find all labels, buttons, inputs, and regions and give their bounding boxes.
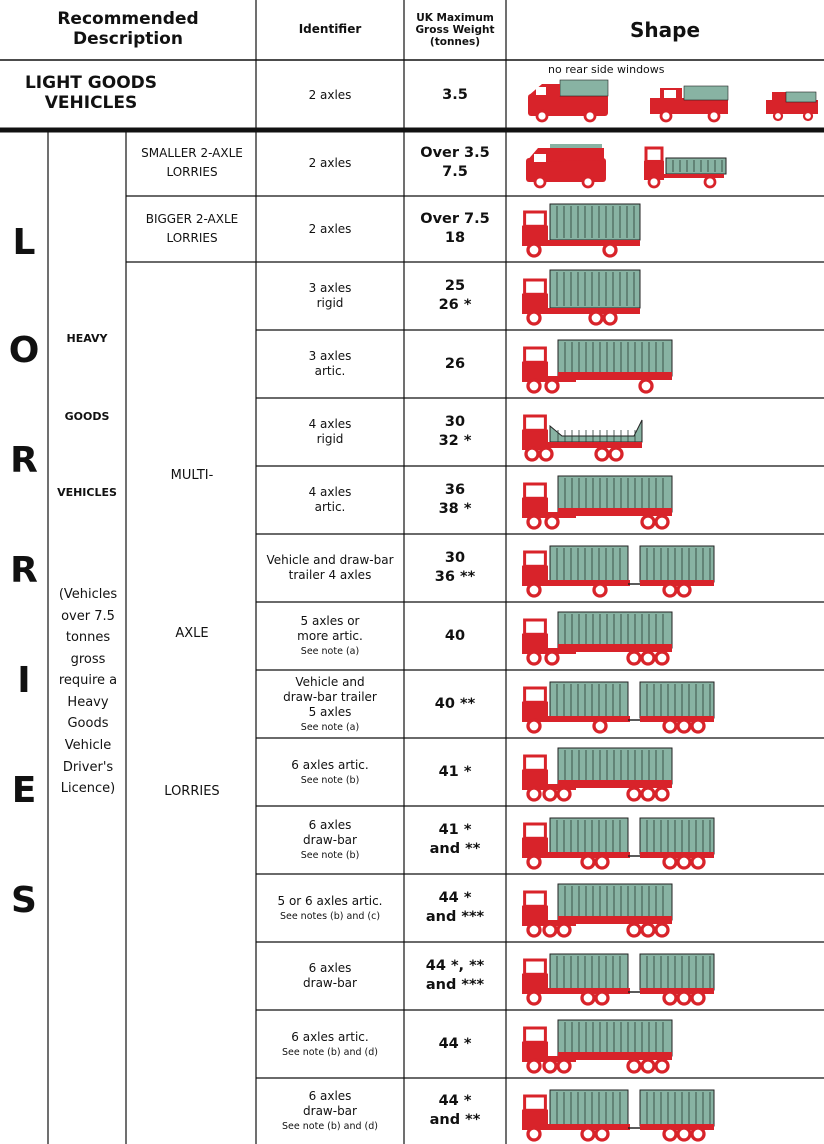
line-text: rigid	[316, 432, 344, 446]
line-text: Vehicle and	[295, 674, 365, 689]
line-text: 25	[444, 278, 466, 295]
line-text: 36	[444, 482, 466, 499]
line-text: Over 3.5	[420, 145, 490, 162]
identifier-cell	[256, 398, 404, 466]
lorries-letter: O	[8, 330, 40, 371]
hgv-note: (Vehicles over 7.5 tonnes gross require a Heavy Goods Vehicle Driver's Licence)	[58, 587, 118, 797]
header-description: Recommended Description	[57, 9, 199, 49]
weight-cell	[404, 1078, 506, 1144]
identifier-cell: 2 axles	[308, 155, 352, 170]
line-text: artic.	[314, 364, 346, 378]
weight-cell	[404, 670, 506, 738]
light-goods-identifier: 2 axles	[308, 87, 352, 102]
weight-cell	[404, 806, 506, 874]
weight-cell	[404, 602, 506, 670]
weight-cell	[404, 1010, 506, 1078]
line-text: 6 axles	[308, 961, 352, 975]
weight-cell	[404, 398, 506, 466]
header-shape: Shape	[629, 17, 701, 42]
light-goods-title: LIGHT GOODS VEHICLES	[24, 73, 158, 113]
weight-cell	[404, 738, 506, 806]
vehicle-shape	[518, 606, 824, 668]
line-text: 30	[444, 414, 466, 431]
lorries-letter: I	[17, 660, 31, 701]
note-text: See note (a)	[300, 721, 360, 733]
note-text: See notes (b) and (c)	[279, 910, 381, 922]
smaller-2axle-shapes	[524, 140, 824, 190]
weight-cell	[404, 130, 506, 196]
line-text: draw-bar	[303, 976, 357, 990]
vehicle-shape	[518, 674, 824, 736]
line-text: Vehicle and draw-bar	[266, 553, 394, 567]
line-text: 41 *	[438, 822, 472, 839]
line-text: 6 axles artic.	[291, 1029, 369, 1044]
vehicle-shape	[518, 266, 824, 328]
note-text: See note (a)	[300, 646, 360, 658]
line-text: 6 axles artic.	[291, 757, 369, 772]
light-goods-shapes	[524, 74, 824, 124]
line-text: 44 *	[438, 1035, 472, 1052]
line-text: 44 *, **	[425, 958, 485, 975]
vehicle-shape	[518, 946, 824, 1008]
line-text: and ***	[425, 909, 485, 925]
line-text: 7.5	[442, 164, 468, 180]
vehicle-shape	[518, 538, 824, 600]
vehicle-shape	[518, 1082, 824, 1144]
identifier-cell: 2 axles	[308, 221, 352, 236]
line-text: 44 *	[438, 1093, 472, 1110]
category-label	[128, 130, 256, 196]
hgv-word: GOODS	[64, 410, 110, 423]
line-text: draw-bar	[303, 833, 357, 848]
vehicle-shape	[518, 810, 824, 872]
line-text: more artic.	[297, 629, 363, 644]
note-text: See note (b)	[300, 774, 360, 786]
line-text: 3 axles	[308, 349, 352, 363]
weight-cell	[404, 196, 506, 262]
line-text: 4 axles	[308, 485, 352, 499]
line-text: 40	[444, 627, 466, 644]
identifier-cell	[256, 466, 404, 534]
line-text: 38 *	[438, 501, 472, 517]
lorries-letter: L	[12, 222, 36, 263]
line-text: 6 axles	[308, 818, 352, 833]
line-text: 4 axles	[308, 417, 352, 431]
bigger-2axle-shape	[518, 198, 824, 260]
multi-word: MULTI-	[170, 468, 214, 483]
identifier-cell	[256, 262, 404, 330]
lorries-letter: R	[10, 440, 38, 481]
line-text: 5 axles	[308, 704, 352, 719]
multi-word: LORRIES	[164, 784, 220, 799]
line-text: rigid	[316, 296, 344, 310]
vehicle-shape	[518, 470, 824, 532]
multi-word: AXLE	[175, 626, 209, 641]
weight-cell	[404, 942, 506, 1010]
light-goods-weight: 3.5	[442, 86, 468, 103]
line-text: and **	[429, 1112, 481, 1128]
line-text: 26	[444, 355, 466, 372]
identifier-cell	[256, 602, 404, 670]
line-text: 32 *	[438, 433, 472, 449]
line-text: 18	[444, 230, 466, 246]
lorries-letter: S	[11, 880, 37, 921]
line-text: artic.	[314, 500, 346, 514]
header-weight: UK Maximum Gross Weight (tonnes)	[415, 11, 495, 49]
line-text: Over 7.5	[420, 211, 490, 228]
vehicle-shape	[518, 742, 824, 804]
shape-note: no rear side windows	[548, 63, 665, 76]
header-identifier: Identifier	[298, 22, 362, 37]
identifier-cell	[256, 670, 404, 738]
weight-cell	[404, 534, 506, 602]
vehicle-shape	[518, 1014, 824, 1076]
note-text: See note (b)	[300, 850, 360, 862]
note-text: See note (b) and (d)	[282, 1121, 378, 1133]
line-text: 41 *	[438, 763, 472, 780]
vehicle-shape	[518, 402, 824, 464]
lorries-letter: R	[10, 550, 38, 591]
line-text: 6 axles	[308, 1089, 352, 1104]
weight-cell	[404, 262, 506, 330]
line-text: 44 *	[438, 890, 472, 907]
line-text: 5 axles or	[300, 614, 360, 629]
line-text: and **	[429, 841, 481, 857]
identifier-cell	[256, 942, 404, 1010]
note-text: See note (b) and (d)	[282, 1046, 378, 1058]
vehicle-shape	[518, 878, 824, 940]
line-text: and ***	[425, 977, 485, 993]
category-label	[128, 196, 256, 262]
line-text: 30	[444, 550, 466, 567]
weight-cell	[404, 466, 506, 534]
line-text: 3 axles	[308, 281, 352, 295]
weight-cell	[404, 330, 506, 398]
line-text: 40 **	[434, 695, 476, 712]
identifier-cell	[256, 806, 404, 874]
category-text: SMALLER 2-AXLE LORRIES	[141, 145, 243, 179]
identifier-cell	[256, 1078, 404, 1144]
line-text: draw-bar trailer	[283, 689, 377, 704]
category-text: BIGGER 2-AXLE LORRIES	[145, 211, 239, 245]
lorries-letter: E	[11, 770, 37, 811]
line-text: trailer 4 axles	[288, 568, 372, 582]
hgv-word: VEHICLES	[57, 486, 117, 499]
identifier-cell	[256, 738, 404, 806]
identifier-cell	[256, 1010, 404, 1078]
vehicle-shape	[518, 334, 824, 396]
line-text: 5 or 6 axles artic.	[277, 893, 383, 908]
identifier-cell	[256, 874, 404, 942]
line-text: draw-bar	[303, 1104, 357, 1119]
line-text: 36 **	[434, 569, 476, 585]
line-text: 26 *	[438, 297, 472, 313]
identifier-cell	[256, 534, 404, 602]
weight-cell	[404, 874, 506, 942]
hgv-word: HEAVY	[66, 332, 108, 345]
identifier-cell	[256, 330, 404, 398]
